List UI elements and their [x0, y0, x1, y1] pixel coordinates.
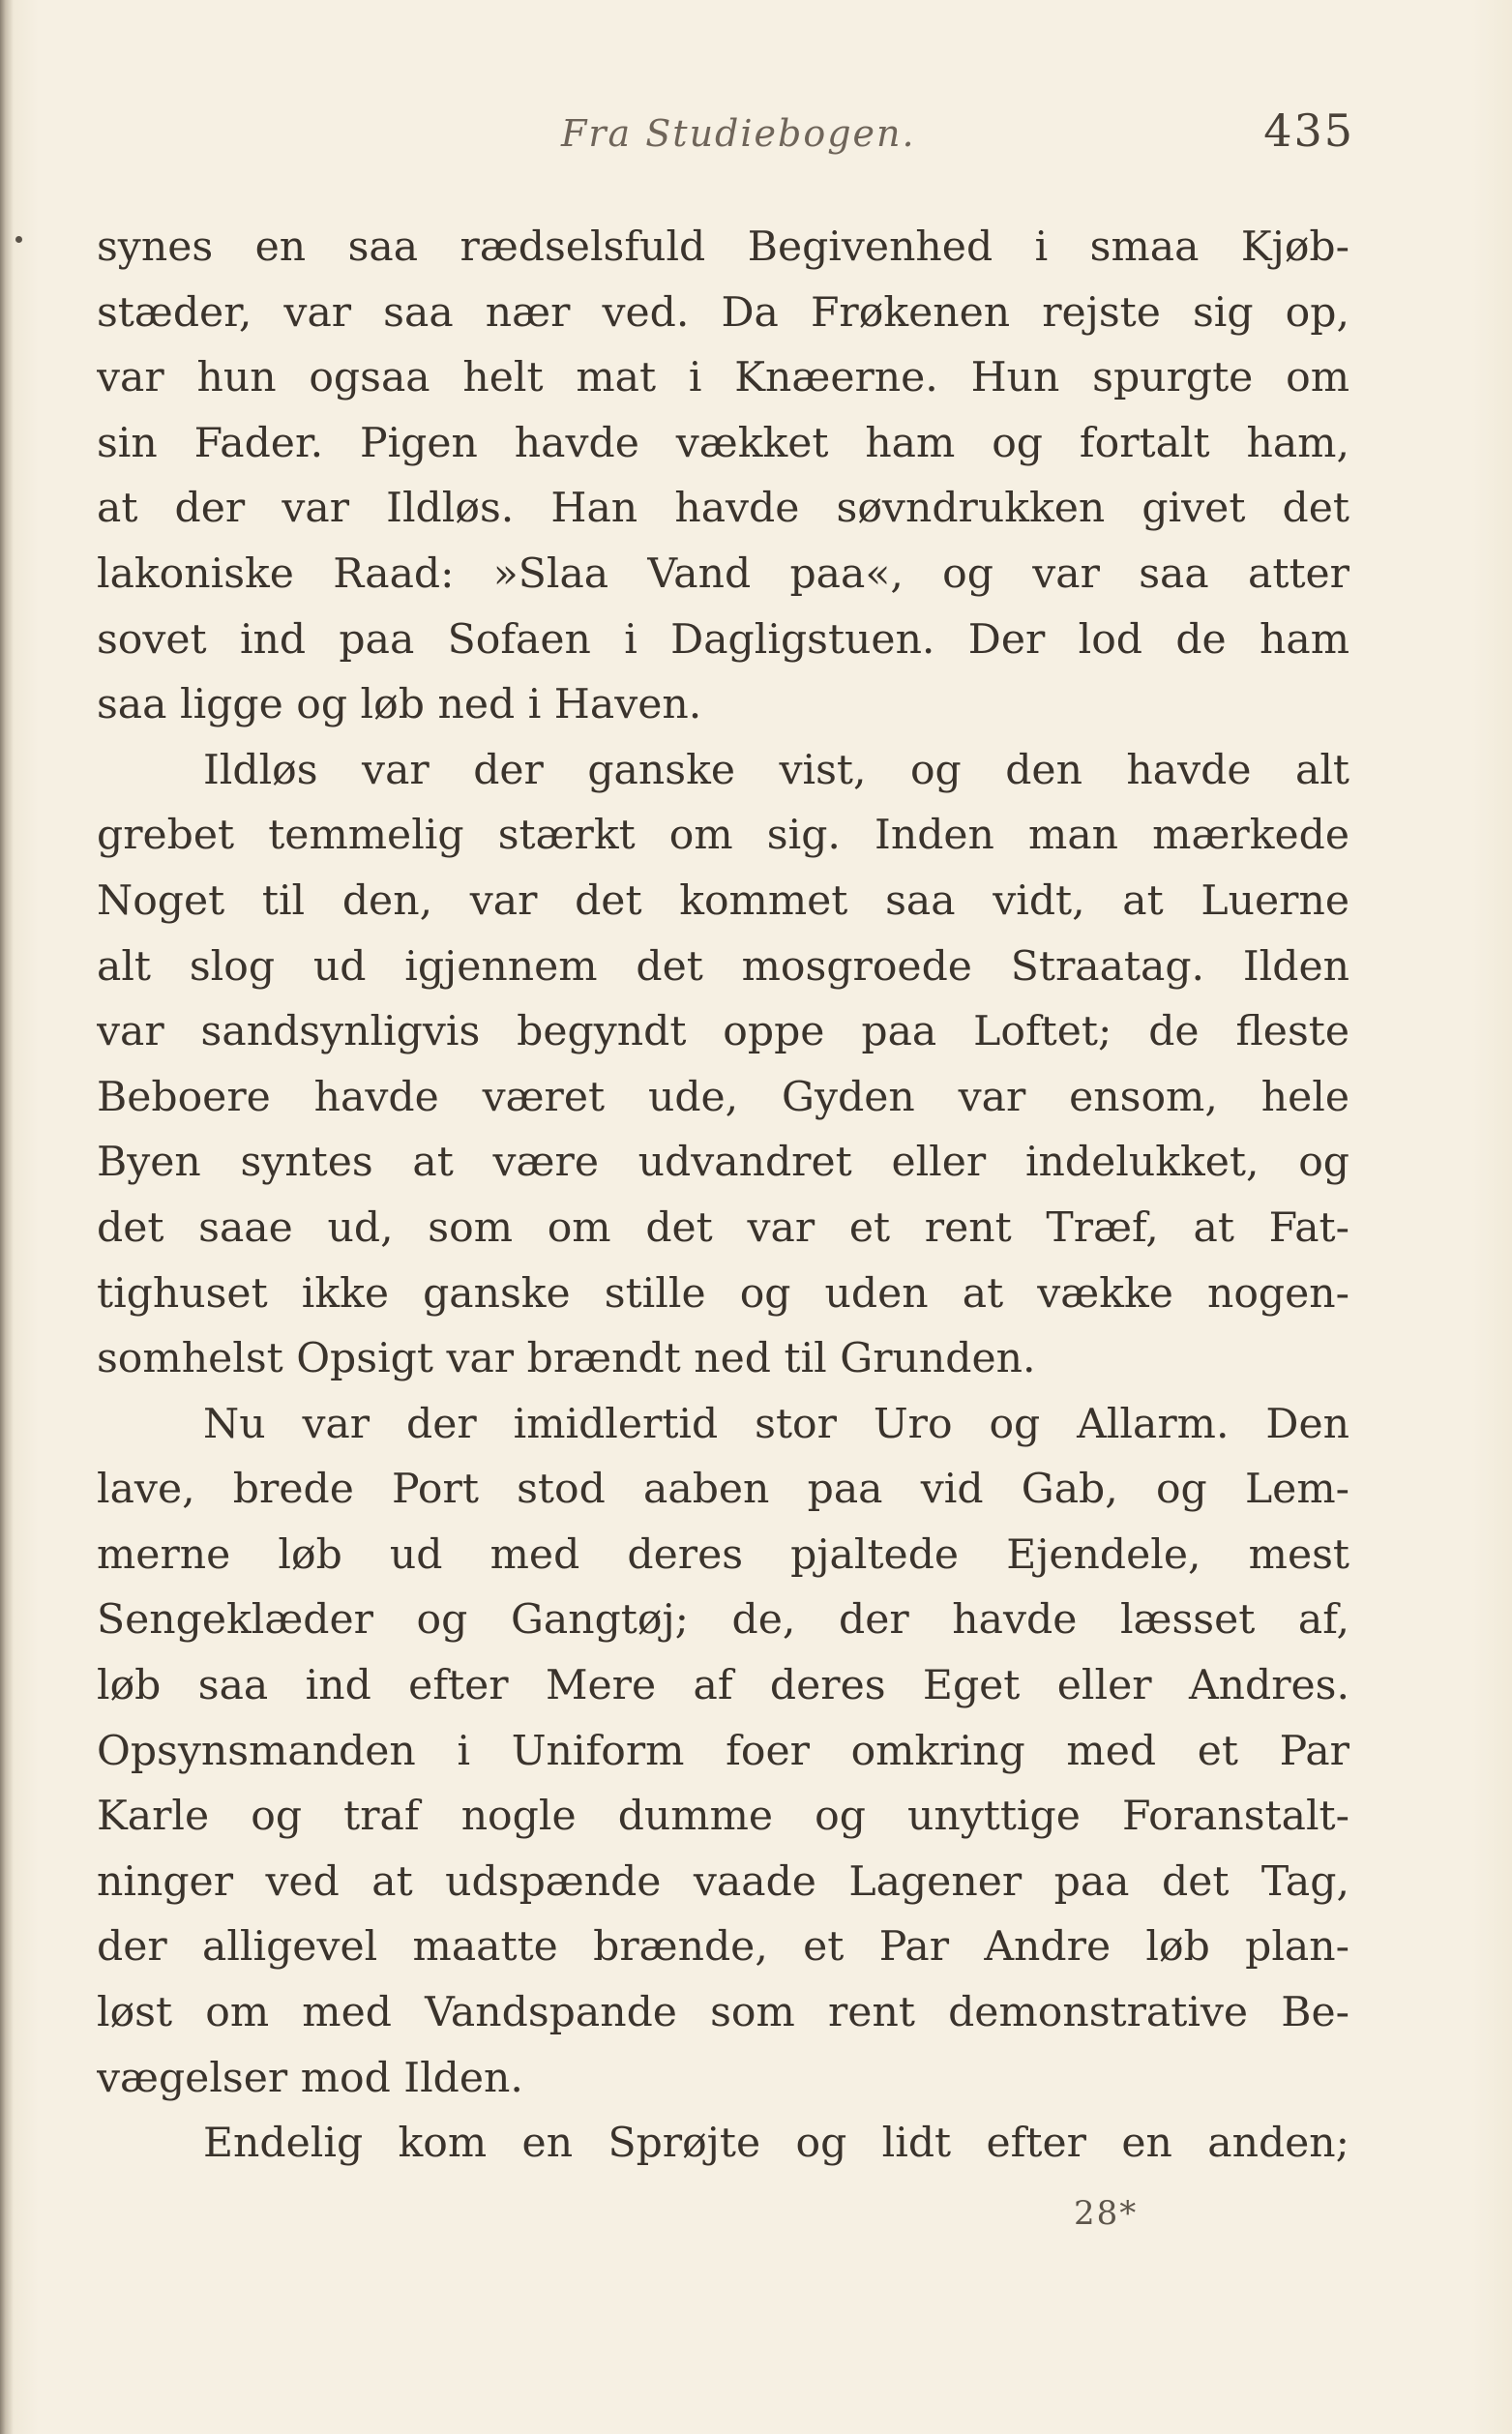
text-line: Karle og traf nogle dumme og unyttige Foranstalt-	[97, 1793, 1349, 1841]
text-line: synes en saa rædselsfuld Begivenhed i smaa Kjøb-	[97, 223, 1349, 271]
text-line: alt slog ud igjennem det mosgroede Straatag. Ilden	[97, 942, 1349, 991]
text-line: Ildløs var der ganske vist, og den havde alt	[203, 746, 1349, 794]
text-line: var sandsynligvis begyndt oppe paa Loftet; de fleste	[97, 1008, 1349, 1056]
text-line: Beboere havde været ude, Gyden var ensom, hele	[97, 1073, 1349, 1121]
text-line: grebet temmelig stærkt om sig. Inden man mærkede	[97, 812, 1349, 860]
text-line: løb saa ind efter Mere af deres Eget eller Andres.	[97, 1662, 1349, 1710]
text-line: vægelser mod Ilden.	[97, 2054, 523, 2102]
text-line: der alligevel maatte brænde, et Par Andre løb plan-	[97, 1923, 1349, 1972]
text-line: løst om med Vandspande som rent demonstrative Be-	[97, 1989, 1349, 2037]
text-line: somhelst Opsigt var brændt ned til Grunden.	[97, 1335, 1036, 1383]
text-line: Noget til den, var det kommet saa vidt, at Luerne	[97, 876, 1349, 925]
spine-shadow	[0, 0, 14, 2434]
text-line: det saae ud, som om det var et rent Træf, at Fat-	[97, 1203, 1349, 1252]
text-line: tighuset ikke ganske stille og uden at vække nogen-	[97, 1269, 1349, 1318]
text-line: sin Fader. Pigen havde vækket ham og fortalt ham,	[97, 419, 1349, 467]
body-text	[97, 215, 1349, 2177]
text-line: merne løb ud med deres pjaltede Ejendele, mest	[97, 1530, 1349, 1579]
text-line: ninger ved at udspænde vaade Lagener paa det Tag,	[97, 1857, 1349, 1906]
text-line: Byen syntes at være udvandret eller indelukket, og	[97, 1139, 1349, 1187]
page-number: 435	[1263, 104, 1354, 157]
signature-mark: 28*	[1074, 2194, 1139, 2233]
margin-mark	[15, 236, 22, 243]
text-line: Sengeklæder og Gangtøj; de, der havde læsset af,	[97, 1596, 1349, 1645]
text-line: stæder, var saa nær ved. Da Frøkenen rejste sig op,	[97, 288, 1349, 337]
text-line: Endelig kom en Sprøjte og lidt efter en anden;	[203, 2120, 1349, 2168]
text-line: sovet ind paa Sofaen i Dagligstuen. Der lod de ham	[97, 615, 1349, 664]
running-head-title: Fra Studiebogen.	[561, 112, 916, 155]
text-line: saa ligge og løb ned i Haven.	[97, 681, 702, 729]
text-line: lakoniske Raad: »Slaa Vand paa«, og var saa atter	[97, 549, 1349, 598]
text-line: Nu var der imidlertid stor Uro og Allarm. Den	[203, 1400, 1349, 1448]
text-line: var hun ogsaa helt mat i Knæerne. Hun spurgte om	[97, 354, 1349, 402]
text-line: lave, brede Port stod aaben paa vid Gab, og Lem-	[97, 1466, 1349, 1514]
running-head	[97, 104, 1354, 163]
text-line: Opsynsmanden i Uniform foer omkring med et Par	[97, 1727, 1349, 1775]
text-line: at der var Ildløs. Han havde søvndrukken givet det	[97, 485, 1349, 533]
